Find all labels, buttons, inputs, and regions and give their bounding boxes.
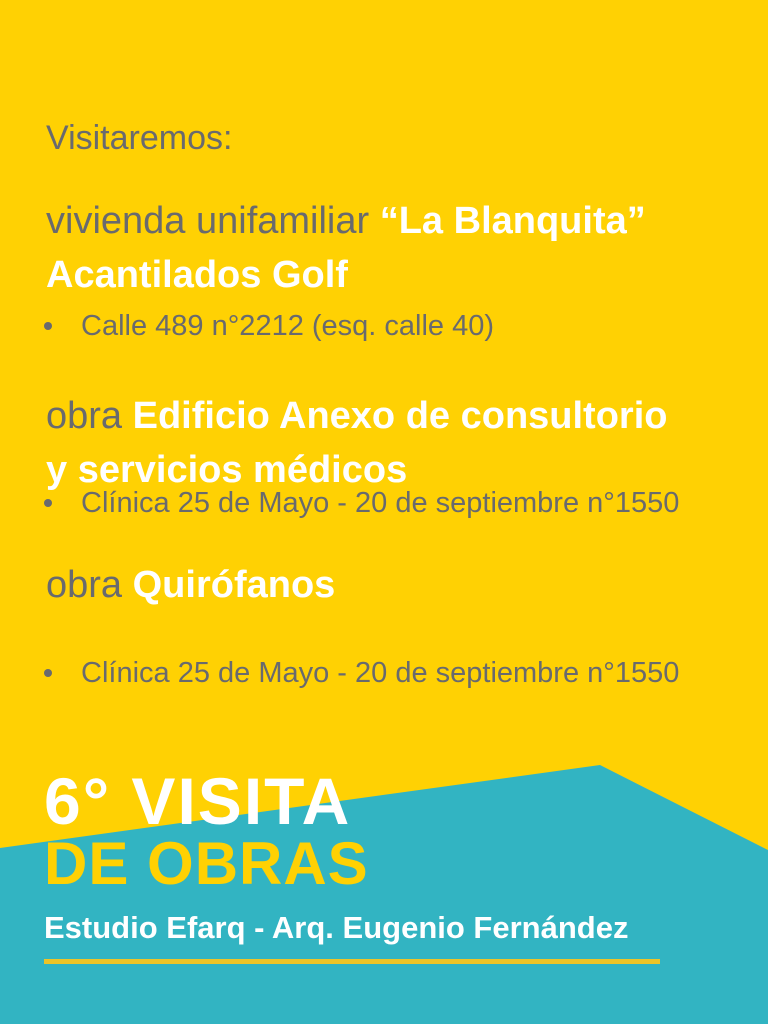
credit-underline (44, 959, 660, 964)
intro-label: Visitaremos: (46, 119, 233, 157)
page-title-line-1: 6° VISITA (44, 764, 352, 838)
credit-line: Estudio Efarq - Arq. Eugenio Fernández (44, 910, 629, 945)
bullet-dot-icon (44, 322, 52, 330)
section-heading-edificio-anexo (46, 389, 746, 497)
heading-emphasis-text: Acantilados Golf (46, 254, 348, 296)
bullet-item-clinica (44, 655, 744, 691)
section-heading-la-blanquita (46, 194, 746, 302)
page-title-line-2: DE OBRAS (44, 830, 369, 897)
bullet-dot-icon (44, 499, 52, 507)
heading-emphasis-text: “La Blanquita” (379, 200, 646, 242)
heading-emphasis-text: Edificio Anexo de consultorio (132, 395, 668, 437)
section-heading-quirofanos (46, 558, 746, 612)
bullet-dot-icon (44, 669, 52, 677)
heading-normal-text: obra (46, 564, 133, 606)
heading-emphasis-text: y servicios médicos (46, 449, 408, 491)
bullet-text: Calle 489 n°2212 (esq. calle 40) (81, 310, 495, 342)
bullet-text: Clínica 25 de Mayo - 20 de septiembre n°1550 (81, 657, 680, 689)
heading-emphasis-text: Quirófanos (132, 564, 336, 606)
bullet-item-clinica (44, 485, 744, 521)
bullet-item-address (44, 308, 744, 344)
heading-normal-text: obra (46, 395, 133, 437)
bullet-text: Clínica 25 de Mayo - 20 de septiembre n°1550 (81, 487, 680, 519)
heading-normal-text: vivienda unifamiliar (46, 200, 380, 242)
